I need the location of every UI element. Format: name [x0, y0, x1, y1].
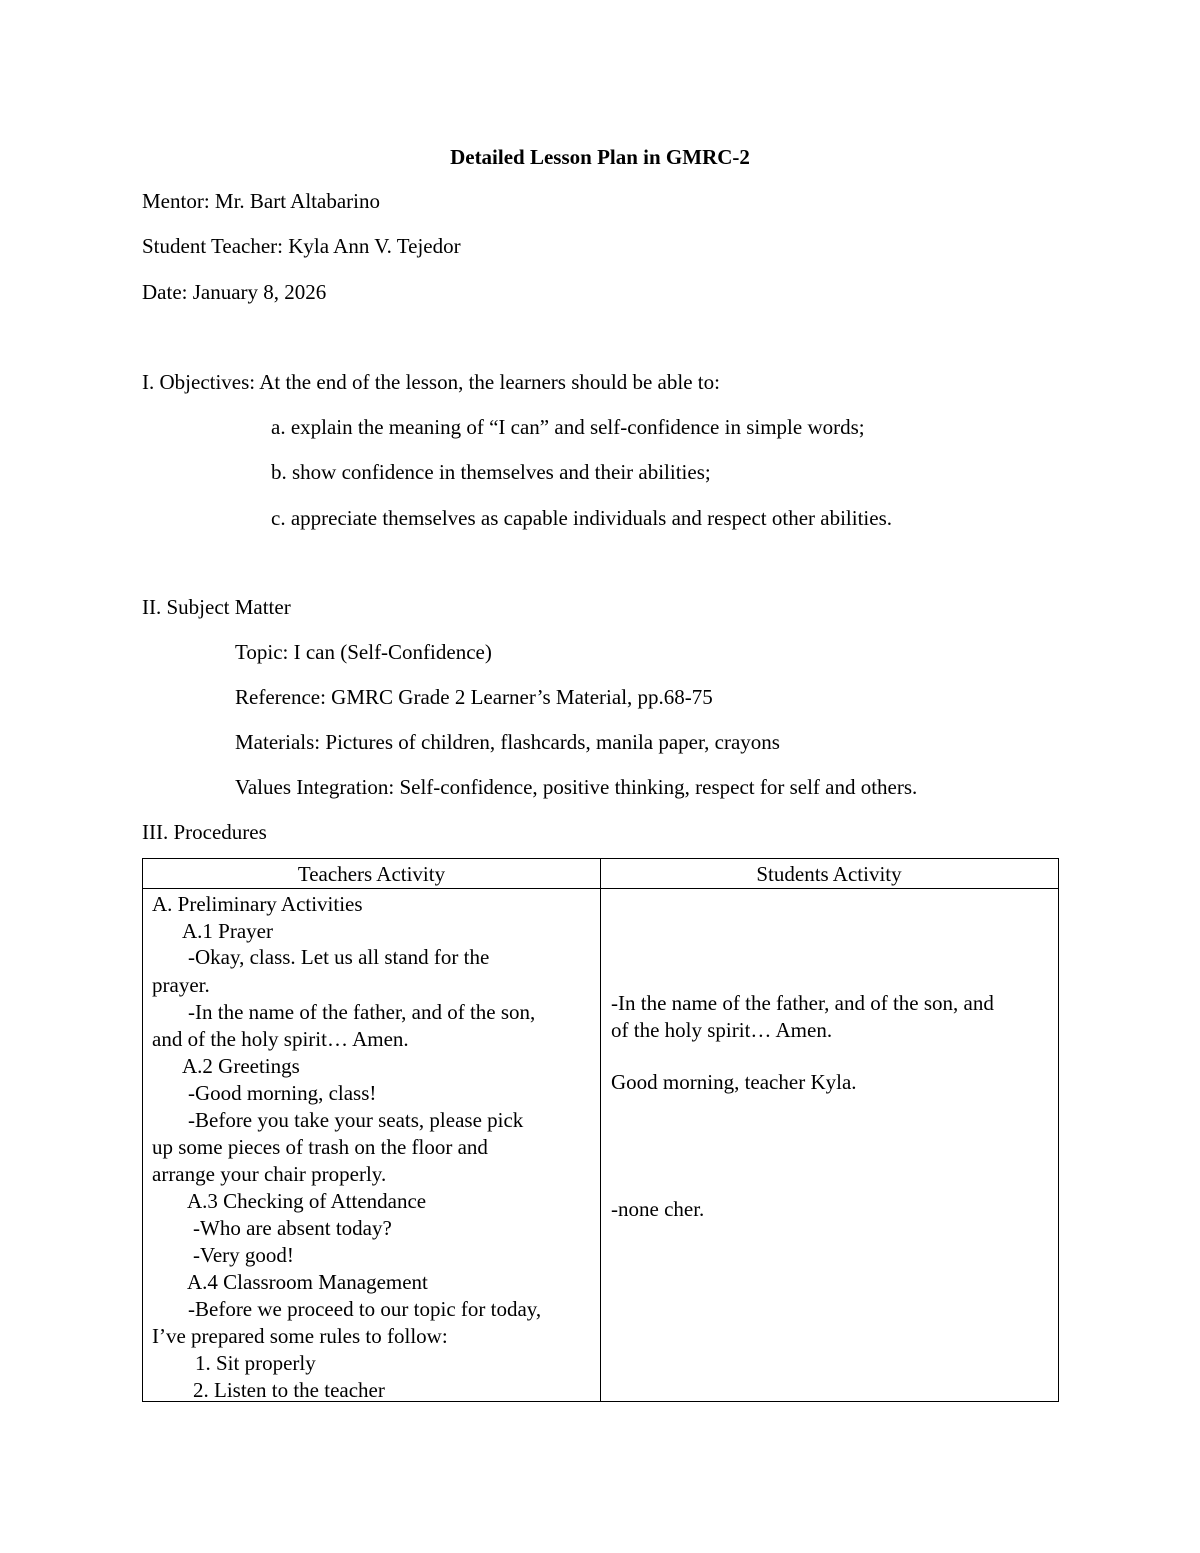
- teacher-line: -Good morning, class!: [188, 1081, 377, 1105]
- values-integration-line: Values Integration: Self-confidence, positive thinking, respect for self and others.: [235, 775, 918, 799]
- teacher-line: arrange your chair properly.: [152, 1162, 387, 1186]
- teacher-line: I’ve prepared some rules to follow:: [152, 1324, 448, 1348]
- objective-item: a. explain the meaning of “I can” and self-confidence in simple words;: [271, 415, 865, 439]
- document-title: Detailed Lesson Plan in GMRC-2: [450, 145, 750, 169]
- teacher-line: A.4 Classroom Management: [187, 1270, 428, 1294]
- student-teacher-line: Student Teacher: Kyla Ann V. Tejedor: [142, 234, 461, 258]
- teacher-line: -In the name of the father, and of the son,: [188, 1000, 536, 1024]
- teacher-line: 1. Sit properly: [195, 1351, 316, 1375]
- objectives-heading: I. Objectives: At the end of the lesson, the learners should be able to:: [142, 370, 720, 394]
- teacher-line: -Okay, class. Let us all stand for the: [188, 945, 490, 969]
- topic-line: Topic: I can (Self-Confidence): [235, 640, 492, 664]
- teacher-line: A.1 Prayer: [182, 919, 273, 943]
- teacher-line: A. Preliminary Activities: [152, 892, 363, 916]
- materials-line: Materials: Pictures of children, flashcards, manila paper, crayons: [235, 730, 780, 754]
- teacher-line: -Before we proceed to our topic for today,: [188, 1297, 542, 1321]
- students-activity-header: Students Activity: [756, 862, 902, 886]
- teacher-line: 2. Listen to the teacher: [193, 1378, 385, 1402]
- teacher-line: -Very good!: [193, 1243, 294, 1267]
- teacher-line: up some pieces of trash on the floor and: [152, 1135, 488, 1159]
- student-line: -none cher.: [611, 1197, 705, 1221]
- objective-item: b. show confidence in themselves and their abilities;: [271, 460, 711, 484]
- procedures-heading: III. Procedures: [142, 820, 267, 844]
- procedures-table: [142, 858, 1059, 1402]
- mentor-line: Mentor: Mr. Bart Altabarino: [142, 189, 380, 213]
- teachers-activity-header: Teachers Activity: [297, 862, 446, 886]
- teacher-line: prayer.: [152, 973, 210, 997]
- student-line: of the holy spirit… Amen.: [611, 1018, 833, 1042]
- student-line: -In the name of the father, and of the son, and: [611, 991, 994, 1015]
- teacher-line: -Who are absent today?: [193, 1216, 392, 1240]
- teacher-line: A.2 Greetings: [182, 1054, 300, 1078]
- student-line: Good morning, teacher Kyla.: [611, 1070, 857, 1094]
- column-divider: [600, 859, 601, 1401]
- teacher-line: and of the holy spirit… Amen.: [152, 1027, 409, 1051]
- teacher-line: -Before you take your seats, please pick: [188, 1108, 524, 1132]
- reference-line: Reference: GMRC Grade 2 Learner’s Material, pp.68-75: [235, 685, 713, 709]
- objective-item: c. appreciate themselves as capable individuals and respect other abilities.: [271, 506, 893, 530]
- teacher-line: A.3 Checking of Attendance: [187, 1189, 427, 1213]
- subject-matter-heading: II. Subject Matter: [142, 595, 291, 619]
- date-line: Date: January 8, 2026: [142, 280, 327, 304]
- header-row-divider: [143, 888, 1058, 889]
